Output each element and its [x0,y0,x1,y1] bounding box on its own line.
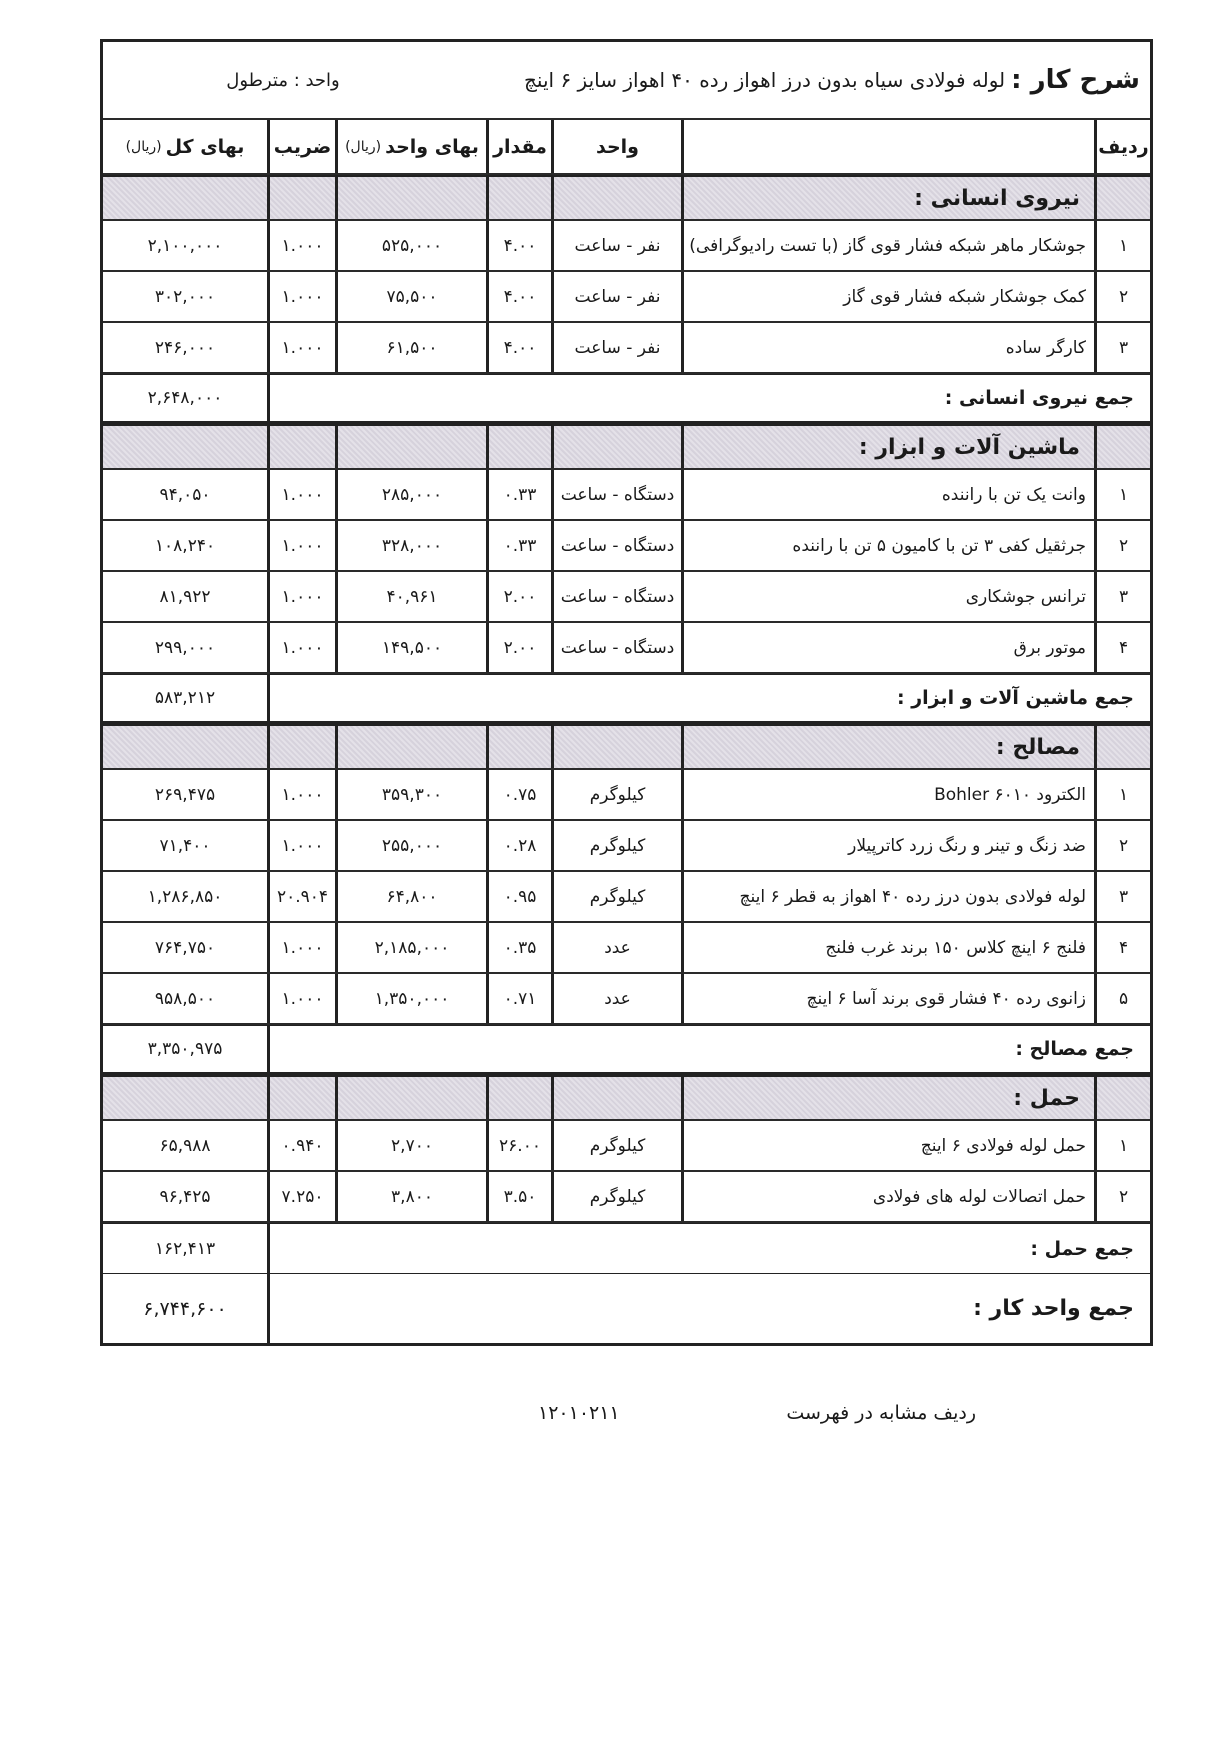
cell-quantity: ۰.۷۵ [486,770,551,819]
section-header-cell [486,726,551,768]
cell-radif: ۴ [1094,923,1150,972]
cell-radif: ۲ [1094,272,1150,321]
cell-total: ۷۱,۴۰۰ [159,835,211,856]
table-row [103,1121,1150,1172]
cell-coefficient: ۱.۰۰۰ [267,221,335,270]
cell-coefficient: ۱.۰۰۰ [267,272,335,321]
unit-price-currency: (ریال) [345,138,382,155]
job-description-block [463,65,1150,95]
cell-radif: ۲ [1094,1172,1150,1221]
section-header-cell [486,177,551,219]
section-header-cell [551,726,681,768]
section-sum-label: جمع مصالح : [267,1026,1150,1072]
cell-total: ۷۶۴,۷۵۰ [154,937,216,958]
section-header-cell [1094,426,1150,468]
cell-unit-price: ۵۲۵,۰۰۰ [335,221,486,270]
total-label: بهای کل [165,135,245,158]
section-sum-row [103,374,1150,424]
section-sum-label: جمع نیروی انسانی : [267,375,1150,421]
cell-coefficient: ۲۰.۹۰۴ [267,872,335,921]
cell-radif: ۱ [1094,470,1150,519]
cell-unit: دستگاه - ساعت [551,572,681,621]
cell-description: کمک جوشکار شبکه فشار قوی گاز [681,272,1094,321]
cell-description: حمل لوله فولادی ۶ اینچ [681,1121,1094,1170]
cell-description: جرثقیل کفی ۳ تن با کامیون ۵ تن با راننده [681,521,1094,570]
cell-total: ۸۱,۹۲۲ [159,586,211,607]
cell-unit: عدد [551,974,681,1023]
cell-unit-price: ۲۸۵,۰۰۰ [335,470,486,519]
section-sum-label: جمع حمل : [267,1224,1150,1273]
col-header-description [681,120,1094,173]
cell-quantity: ۴.۰۰ [486,221,551,270]
cell-coefficient: ۱.۰۰۰ [267,623,335,672]
cell-description: ضد زنگ و تینر و رنگ زرد کاترپیلار [681,821,1094,870]
unit-price-label: بهای واحد [385,135,479,158]
section-header-row [103,724,1150,770]
cell-coefficient: ۱.۰۰۰ [267,770,335,819]
section-header-row [103,424,1150,470]
table-row [103,821,1150,872]
cell-description: ترانس جوشکاری [681,572,1094,621]
section-header-cell [486,426,551,468]
cell-quantity: ۲۶.۰۰ [486,1121,551,1170]
section-header-cell [335,726,486,768]
cell-coefficient: ۱.۰۰۰ [267,974,335,1023]
table-row [103,974,1150,1025]
cell-quantity: ۴.۰۰ [486,272,551,321]
cell-unit: نفر - ساعت [551,323,681,372]
col-header-quantity: مقدار [486,120,551,173]
cell-description: زانوی رده ۴۰ فشار قوی برند آسا ۶ اینچ [681,974,1094,1023]
cell-radif: ۲ [1094,521,1150,570]
cell-description: الکترود ۶۰۱۰ Bohler [681,770,1094,819]
cell-radif: ۳ [1094,872,1150,921]
cell-total: ۲۹۹,۰۰۰ [154,637,216,658]
cell-total: ۱۰۸,۲۴۰ [154,535,216,556]
table-row [103,1172,1150,1223]
measurement-unit: واحد : مترطول [226,69,340,91]
col-header-coefficient: ضریب [267,120,335,173]
cell-total: ۶۵,۹۸۸ [159,1135,211,1156]
title-row [103,42,1150,120]
column-header-row [103,120,1150,175]
cell-description: فلنج ۶ اینچ کلاس ۱۵۰ برند غرب فلنج [681,923,1094,972]
cell-quantity: ۰.۹۵ [486,872,551,921]
table-row [103,323,1150,374]
section-header-cell [267,426,335,468]
cell-coefficient: ۱.۰۰۰ [267,923,335,972]
cell-unit: دستگاه - ساعت [551,521,681,570]
table-row [103,770,1150,821]
grand-total-label: جمع واحد کار : [267,1274,1150,1343]
job-description: لوله فولادی سیاه بدون درز اهواز رده ۴۰ اهواز سایز ۶ اینچ [524,68,1006,92]
cell-unit-price: ۱۴۹,۵۰۰ [335,623,486,672]
cell-unit: دستگاه - ساعت [551,470,681,519]
section-header-cell [551,177,681,219]
section-title: ماشین آلات و ابزار : [681,426,1094,468]
cell-radif: ۴ [1094,623,1150,672]
section-sum-row [103,674,1150,724]
cell-unit: کیلوگرم [551,1172,681,1221]
cell-description: لوله فولادی بدون درز رده ۴۰ اهواز به قطر ۶ اینچ [681,872,1094,921]
cell-unit-price: ۶۴,۸۰۰ [335,872,486,921]
cell-unit-price: ۴۰,۹۶۱ [335,572,486,621]
cell-unit-price: ۳۲۸,۰۰۰ [335,521,486,570]
table-row [103,872,1150,923]
cell-coefficient: ۱.۰۰۰ [267,323,335,372]
section-header-cell [267,177,335,219]
section-sum-value: ۲,۶۴۸,۰۰۰ [147,388,223,408]
table-row [103,221,1150,272]
cell-total: ۹۵۸,۵۰۰ [154,988,216,1009]
section-title: حمل : [681,1077,1094,1119]
section-sum-value: ۵۸۳,۲۱۲ [154,688,216,708]
similar-row-label: ردیف مشابه در فهرست [786,1402,976,1424]
cell-quantity: ۰.۷۱ [486,974,551,1023]
cell-total: ۲۶۹,۴۷۵ [154,784,216,805]
cell-quantity: ۰.۳۳ [486,470,551,519]
section-header-cell [103,177,267,219]
col-header-unit: واحد [551,120,681,173]
cell-coefficient: ۱.۰۰۰ [267,572,335,621]
col-header-unit-price [335,120,486,173]
cell-coefficient: ۰.۹۴۰ [267,1121,335,1170]
cell-unit: کیلوگرم [551,1121,681,1170]
cell-quantity: ۰.۲۸ [486,821,551,870]
grand-total-value: ۶,۷۴۴,۶۰۰ [143,1297,227,1320]
cell-unit: نفر - ساعت [551,272,681,321]
cell-unit-price: ۲۵۵,۰۰۰ [335,821,486,870]
cell-radif: ۲ [1094,821,1150,870]
cell-radif: ۵ [1094,974,1150,1023]
cell-unit-price: ۷۵,۵۰۰ [335,272,486,321]
section-header-cell [1094,726,1150,768]
cell-radif: ۱ [1094,1121,1150,1170]
section-header-cell [1094,1077,1150,1119]
cell-unit-price: ۳,۸۰۰ [335,1172,486,1221]
section-header-cell [103,1077,267,1119]
table-row [103,572,1150,623]
cell-coefficient: ۱.۰۰۰ [267,521,335,570]
cell-unit: کیلوگرم [551,872,681,921]
col-header-total [103,120,267,173]
grand-total-row [103,1273,1150,1343]
cell-coefficient: ۷.۲۵۰ [267,1172,335,1221]
total-currency: (ریال) [125,138,162,155]
cell-unit-price: ۳۵۹,۳۰۰ [335,770,486,819]
cell-description: وانت یک تن با راننده [681,470,1094,519]
section-header-cell [267,726,335,768]
table-row [103,470,1150,521]
cell-radif: ۳ [1094,572,1150,621]
section-header-cell [551,426,681,468]
section-header-cell [335,177,486,219]
footer [0,1402,1228,1438]
cell-quantity: ۰.۳۳ [486,521,551,570]
cell-unit: عدد [551,923,681,972]
cell-unit-price: ۲,۷۰۰ [335,1121,486,1170]
section-header-cell [103,726,267,768]
job-label: شرح کار : [1011,65,1140,95]
section-sum-value: ۳,۳۵۰,۹۷۵ [147,1039,223,1059]
cell-description: کارگر ساده [681,323,1094,372]
cell-total: ۲,۱۰۰,۰۰۰ [147,235,223,256]
cell-total: ۹۶,۴۲۵ [159,1186,211,1207]
section-header-cell [103,426,267,468]
cell-quantity: ۰.۳۵ [486,923,551,972]
cell-quantity: ۳.۵۰ [486,1172,551,1221]
cell-total: ۳۰۲,۰۰۰ [154,286,216,307]
section-header-cell [267,1077,335,1119]
cell-coefficient: ۱.۰۰۰ [267,470,335,519]
sections-container [103,175,1150,1273]
similar-row-code: ۱۲۰۱۰۲۱۱ [538,1402,620,1424]
section-title: مصالح : [681,726,1094,768]
section-header-row [103,1075,1150,1121]
section-header-cell [1094,177,1150,219]
cell-coefficient: ۱.۰۰۰ [267,821,335,870]
cell-total: ۱,۲۸۶,۸۵۰ [147,886,223,907]
cell-unit-price: ۱,۳۵۰,۰۰۰ [335,974,486,1023]
cell-total: ۲۴۶,۰۰۰ [154,337,216,358]
cell-unit-price: ۲,۱۸۵,۰۰۰ [335,923,486,972]
cell-radif: ۱ [1094,770,1150,819]
section-header-cell [551,1077,681,1119]
cell-unit: کیلوگرم [551,821,681,870]
cell-unit: کیلوگرم [551,770,681,819]
table-row [103,623,1150,674]
section-sum-row [103,1223,1150,1273]
cell-description: موتور برق [681,623,1094,672]
section-header-cell [335,426,486,468]
cell-description: حمل اتصالات لوله های فولادی [681,1172,1094,1221]
table-row [103,923,1150,974]
section-header-row [103,175,1150,221]
cell-quantity: ۴.۰۰ [486,323,551,372]
section-sum-value: ۱۶۲,۴۱۳ [154,1238,216,1259]
cell-unit: نفر - ساعت [551,221,681,270]
cell-quantity: ۲.۰۰ [486,623,551,672]
cell-radif: ۱ [1094,221,1150,270]
table-row [103,521,1150,572]
col-header-radif: ردیف [1094,120,1150,173]
section-header-cell [486,1077,551,1119]
table-row [103,272,1150,323]
cost-analysis-table [100,39,1153,1346]
cell-total: ۹۴,۰۵۰ [159,484,211,505]
cell-quantity: ۲.۰۰ [486,572,551,621]
cell-unit-price: ۶۱,۵۰۰ [335,323,486,372]
section-title: نیروی انسانی : [681,177,1094,219]
cell-description: جوشکار ماهر شبکه فشار قوی گاز (با تست رادیوگرافی) [681,221,1094,270]
cell-unit: دستگاه - ساعت [551,623,681,672]
section-sum-label: جمع ماشین آلات و ابزار : [267,675,1150,721]
section-header-cell [335,1077,486,1119]
section-sum-row [103,1025,1150,1075]
cell-radif: ۳ [1094,323,1150,372]
